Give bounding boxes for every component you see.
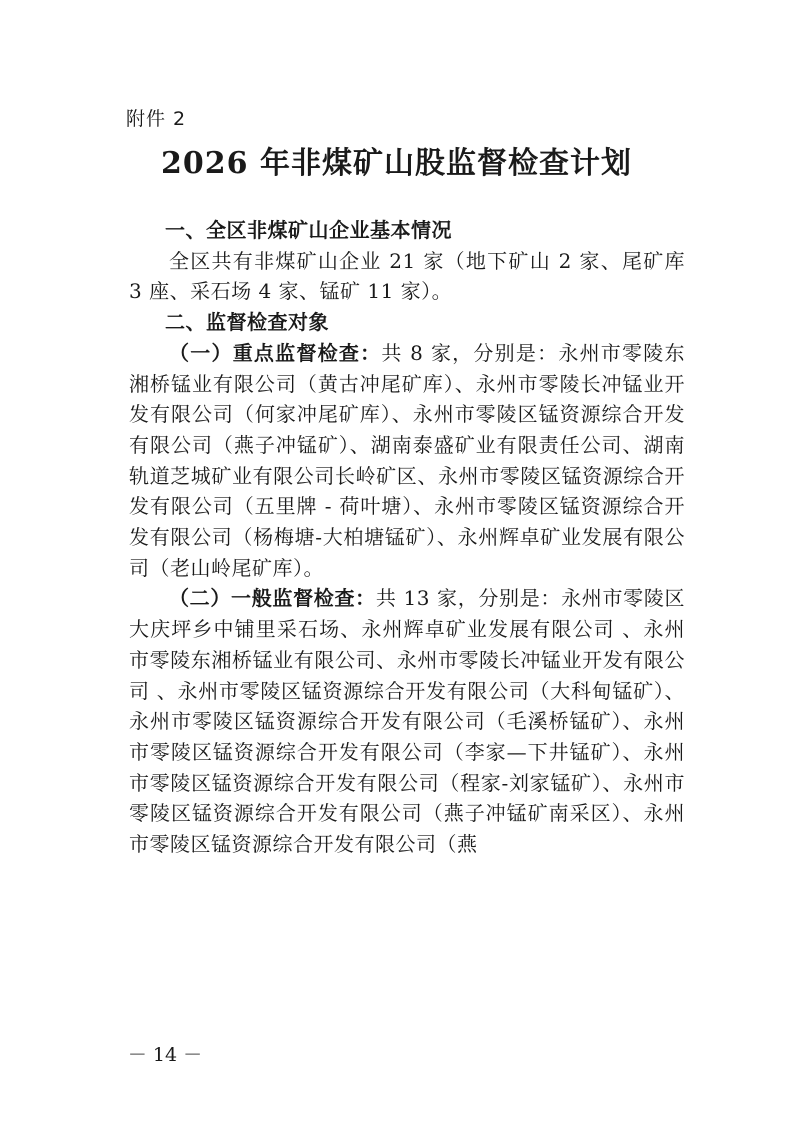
section2-heading: 二、监督检查对象 [165,310,329,335]
section1-paragraph: 全区共有非煤矿山企业 21 家（地下矿山 2 家、尾矿库 3 座、采石场 4 家、锰矿 11 家）。 [129,248,685,304]
section1-heading: 一、全区非煤矿山企业基本情况 [165,218,452,242]
key-inspection-label: （一）重点监督检查： [169,340,382,365]
key-inspection-text: 共 8 家，分别是：永州市零陵东湘桥锰业有限公司（黄古冲尾矿库）、永州市零陵长冲锰业开发有限公司（何家冲尾矿库）、永州市零陵区锰资源综合开发有限公司（燕子冲锰矿）、湖南泰盛矿业有限责任公司、湖南轨道芝城矿业有限公司长岭矿区、永州市零陵区锰资源综合开发有限公司（五里牌 - 荷叶塘）、永州市零陵区锰资源综合开发有限公司（杨梅塘-大柏塘锰矿）、永州辉卓矿业发展有限公司（老山岭尾矿库）。 [129,340,685,580]
document-title: 2026 年非煤矿山股监督检查计划 [161,146,632,181]
attachment-label: 附件 2 [126,108,187,130]
key-inspection-paragraph [129,338,685,584]
general-inspection-label: （二）一般监督检查： [169,586,376,611]
general-inspection-text: 共 13 家，分别是：永州市零陵区大庆坪乡中铺里采石场、永州辉卓矿业发展有限公司 、永州市零陵东湘桥锰业有限公司、永州市零陵长冲锰业开发有限公司 、永州市零陵区锰资源综合开发有限公司（大科甸锰矿）、永州市零陵区锰资源综合开发有限公司（毛溪桥锰矿）、永州市零陵区锰资源综合开发有限公司（李家—下井锰矿）、永州市零陵区锰资源综合开发有限公司（程家-刘家锰矿）、永州市零陵区锰资源综合开发有限公司（燕子冲锰矿南采区）、永州市零陵区锰资源综合开发有限公司（燕 [129,586,686,857]
document-body [129,215,685,860]
general-inspection-paragraph [129,583,685,859]
page-number: － 14 － [127,1044,203,1066]
